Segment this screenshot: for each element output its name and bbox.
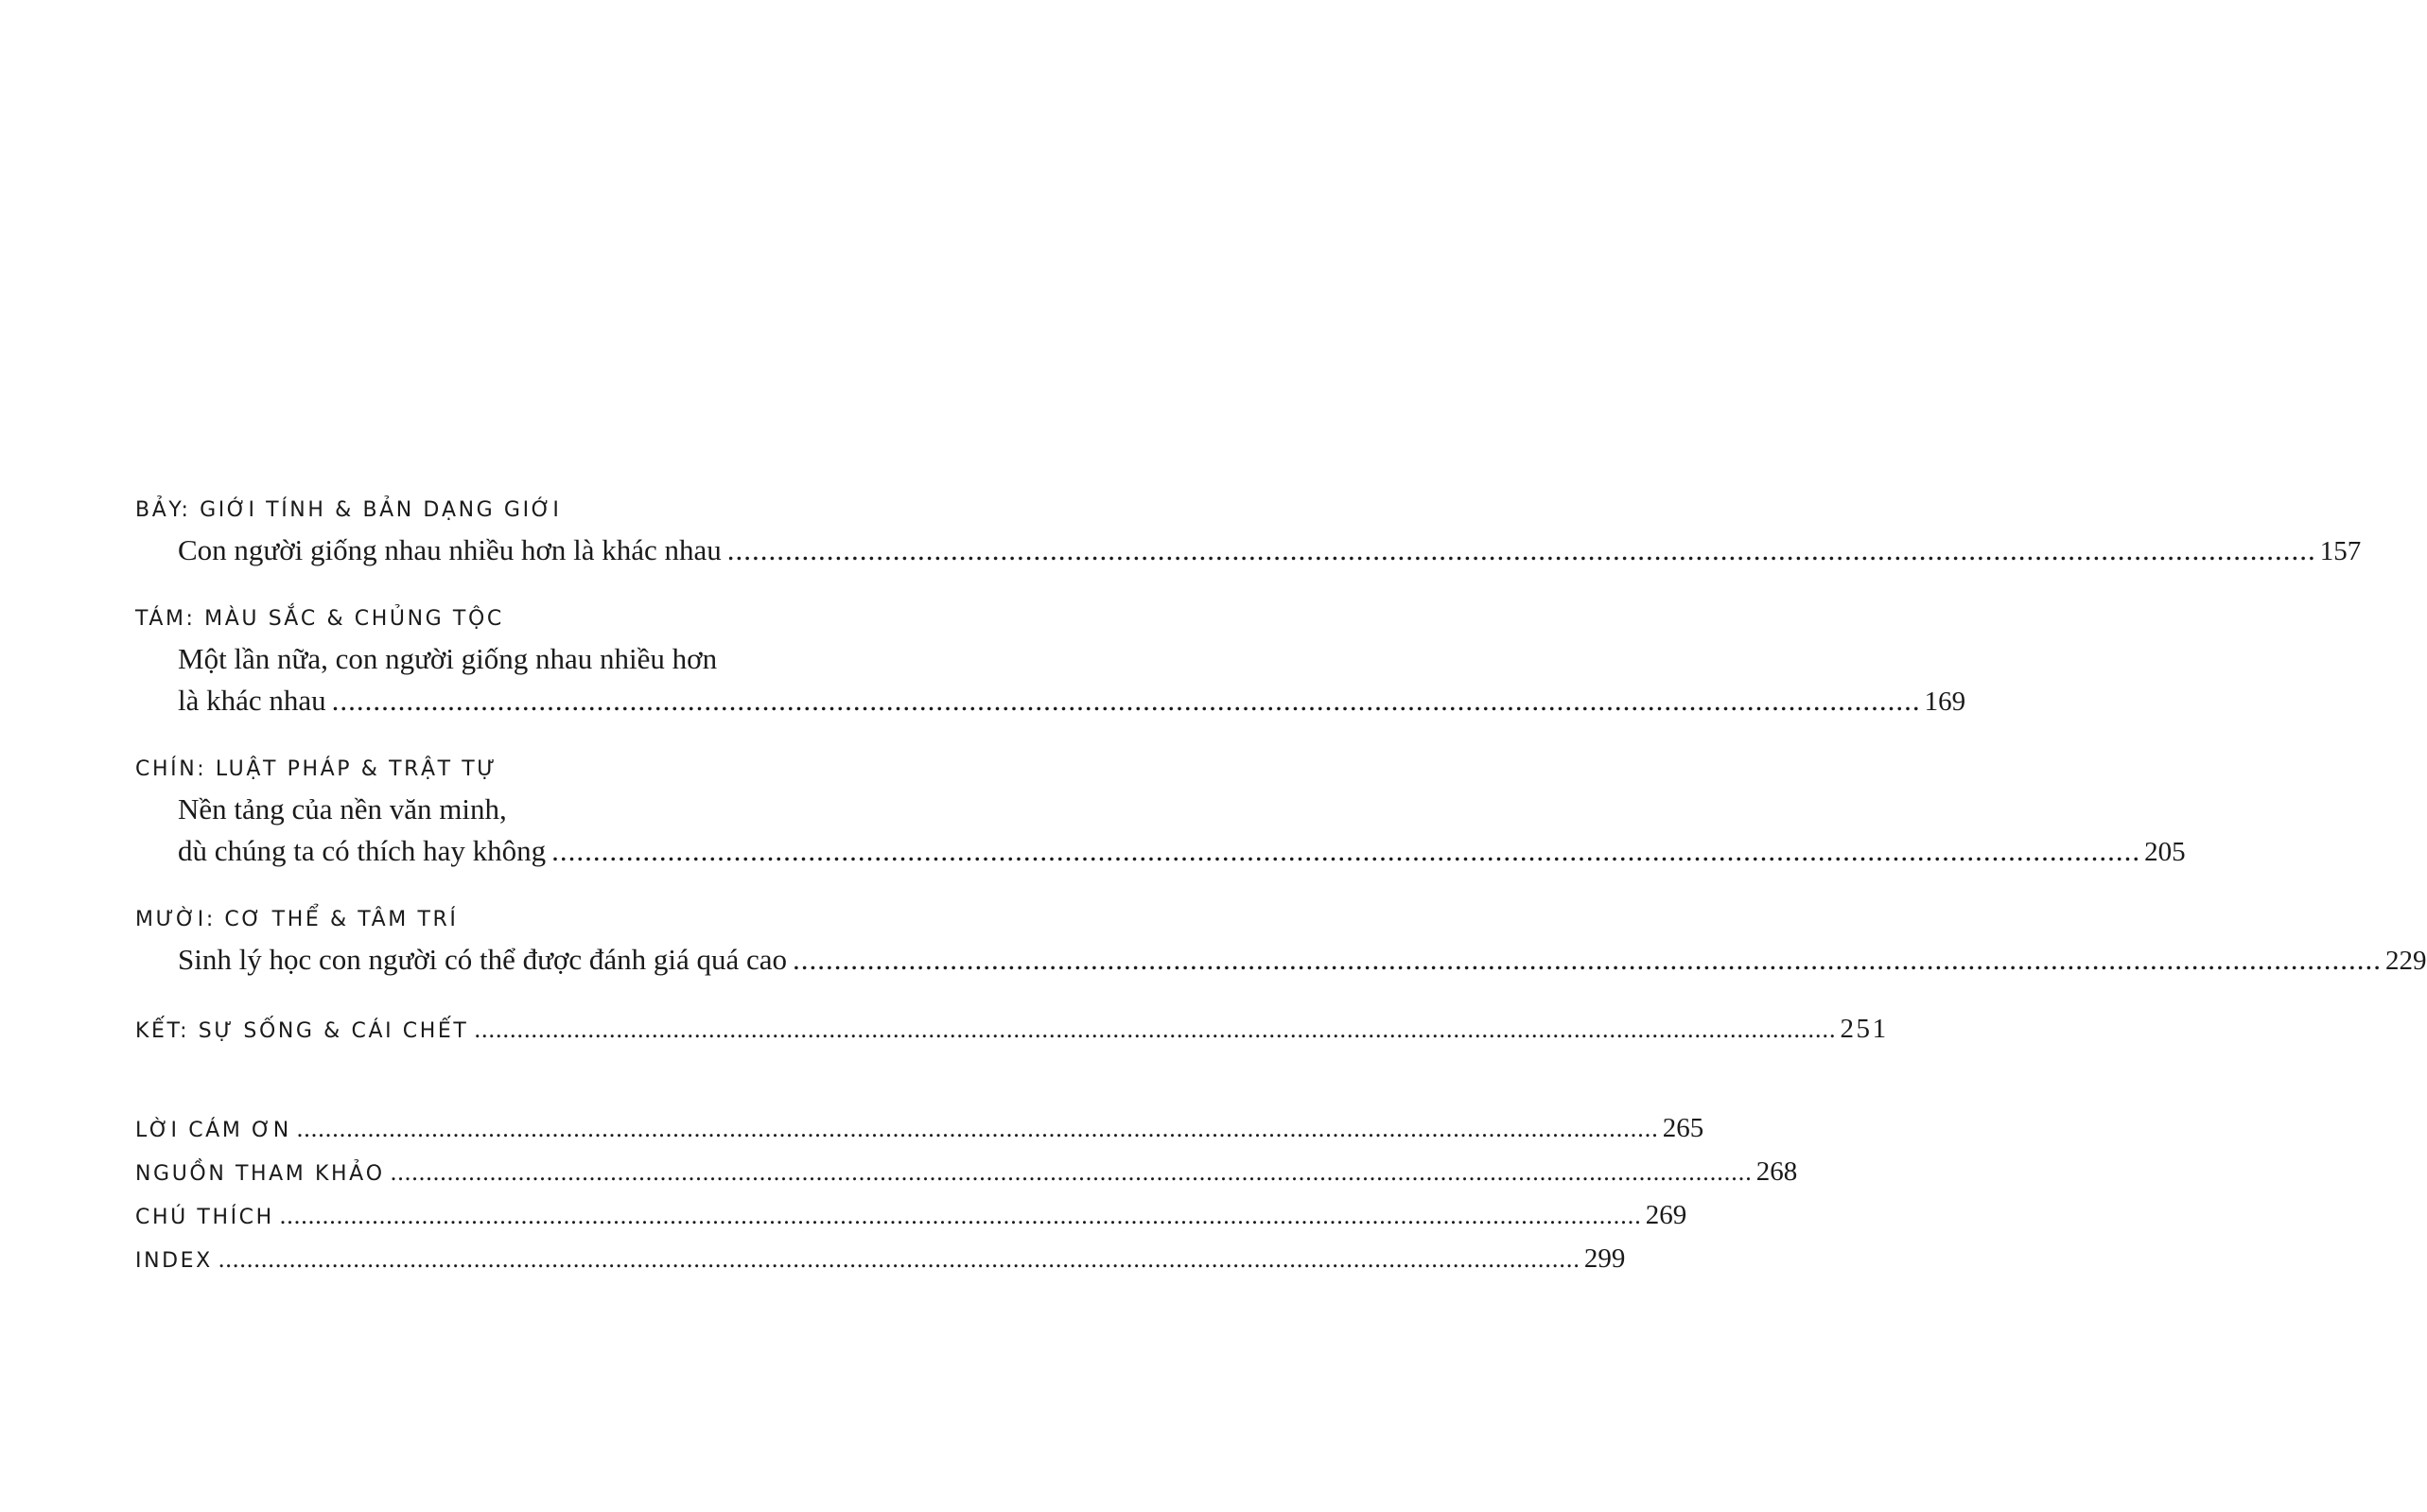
page-number: 299	[1583, 1243, 1626, 1274]
toc-entry-line[interactable]	[135, 1010, 1889, 1048]
page-number: 251	[1840, 1014, 1889, 1044]
table-of-contents	[135, 492, 2427, 1280]
dot-leader: ................................................................................................................................................................................................	[296, 1115, 1659, 1142]
entry-title-line: Nền tảng của nền văn minh,	[178, 792, 507, 826]
toc-chapter-muoi	[135, 901, 2427, 982]
page-number: 169	[1924, 686, 1966, 717]
end-matter-list	[135, 1106, 1798, 1280]
entry-title-line: Một lần nữa, con người giống nhau nhiều hơn	[178, 642, 718, 675]
page-number: 269	[1645, 1200, 1687, 1230]
toc-chapter-bay	[135, 492, 2362, 572]
entry-title: INDEX	[135, 1249, 213, 1273]
page-number: 229	[2385, 946, 2427, 976]
chapter-heading: CHÍN: LUẬT PHÁP & TRẬT TỰ	[135, 757, 498, 781]
dot-leader: ................................................................................................................................................................................................	[551, 834, 2141, 867]
entry-title: CHÚ THÍCH	[135, 1206, 274, 1229]
toc-entry-line[interactable]	[135, 830, 2186, 873]
dot-leader: ................................................................................................................................................................................................	[218, 1245, 1580, 1273]
entry-title: LỜI CÁM ƠN	[135, 1119, 291, 1142]
toc-entry-references[interactable]	[135, 1150, 1798, 1193]
chapter-heading: KẾT: SỰ SỐNG & CÁI CHẾT	[135, 1019, 469, 1043]
entry-title: dù chúng ta có thích hay không	[178, 834, 547, 867]
dot-leader: ................................................................................................................................................................................................	[474, 1016, 1837, 1043]
toc-chapter-ket	[135, 1010, 1889, 1048]
toc-entry-line[interactable]	[135, 939, 2427, 982]
entry-title: NGUỒN THAM KHẢO	[135, 1162, 385, 1186]
entry-title: Sinh lý học con người có thể được đánh giá quá cao	[178, 943, 788, 976]
toc-entry-line[interactable]	[135, 680, 1966, 722]
page-number: 265	[1662, 1113, 1704, 1143]
dot-leader: ................................................................................................................................................................................................	[279, 1202, 1642, 1229]
entry-title: Con người giống nhau nhiều hơn là khác nhau	[178, 533, 722, 566]
entry-title: là khác nhau	[178, 684, 326, 717]
dot-leader: ................................................................................................................................................................................................	[726, 533, 2316, 566]
chapter-heading: BẢY: GIỚI TÍNH & BẢN DẠNG GIỚI	[135, 498, 562, 522]
dot-leader: ................................................................................................................................................................................................	[331, 684, 1921, 717]
toc-entry-line[interactable]	[135, 530, 2362, 572]
page-number: 205	[2144, 837, 2186, 867]
toc-chapter-chin	[135, 751, 2186, 873]
page-number: 157	[2319, 536, 2362, 566]
toc-entry-notes[interactable]	[135, 1193, 1687, 1237]
toc-entry-index[interactable]	[135, 1237, 1626, 1280]
dot-leader: ................................................................................................................................................................................................	[793, 943, 2383, 976]
page-number: 268	[1755, 1156, 1798, 1187]
toc-entry-acknowledgements[interactable]	[135, 1106, 1704, 1150]
dot-leader: ................................................................................................................................................................................................	[390, 1158, 1753, 1186]
chapter-heading: MƯỜI: CƠ THỂ & TÂM TRÍ	[135, 908, 459, 931]
chapter-heading: TÁM: MÀU SẮC & CHỦNG TỘC	[135, 607, 504, 631]
toc-chapter-tam	[135, 600, 1966, 722]
